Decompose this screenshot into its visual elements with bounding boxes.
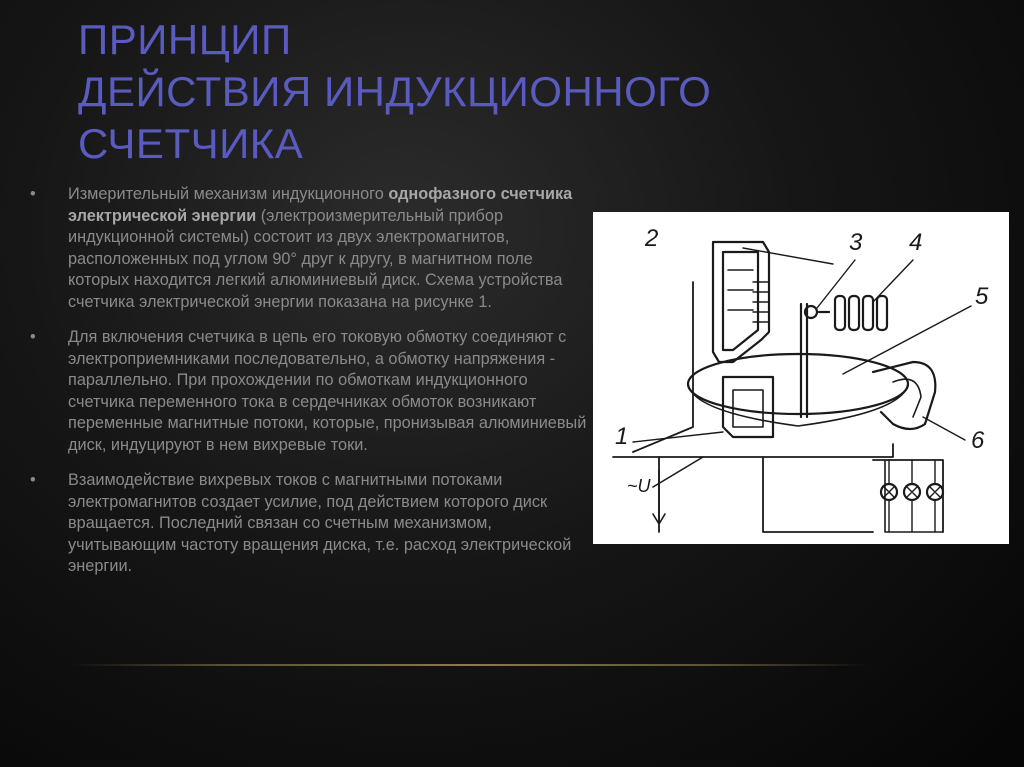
bullet-text: Взаимодействие вихревых токов с магнитными потоками электромагнитов создает усилие, под действием которого диск вращается. Последний связан со счетным механизмом, учитывающим частоту вращения диска, т.е. расход электрической энергии. bbox=[68, 471, 572, 575]
leader-line-4 bbox=[873, 260, 913, 302]
title-line-2: ДЕЙСТВИЯ ИНДУКЦИОННОГО bbox=[78, 68, 712, 115]
divider-line bbox=[70, 664, 870, 666]
meter-diagram bbox=[593, 212, 1009, 544]
counter-wheel bbox=[849, 296, 859, 330]
title-line-1: ПРИНЦИП bbox=[78, 16, 292, 63]
figure-label-voltage: ~U bbox=[627, 476, 651, 496]
bullet-text: Для включения счетчика в цепь его токовую обмотку соединяют с электроприемниками последовательно, а обмотку напряжения - параллельно. При прохождении по обмоткам индукционного счетчика переменного тока в сердечниках обмоток возникают переменные магнитные потоки, которые, пронизывая алюминиевый диск, индуцируют в нем вихревые токи. bbox=[68, 328, 587, 454]
bullet-item bbox=[28, 184, 594, 313]
leader-line-2 bbox=[743, 248, 833, 264]
bullet-dot: • bbox=[30, 471, 36, 489]
figure-label-2: 2 bbox=[645, 225, 659, 252]
counter-wheel bbox=[835, 296, 845, 330]
counter-wheel bbox=[877, 296, 887, 330]
bullet-text-end: (электроизмерительный прибор индукционной системы) состоит из двух электромагнитов, расположенных под углом 90° друг к другу, в магнитном поле которых находится легкий алюминиевый диск. Схема устройства счетчика электрической энергии показана на рисунке 1. bbox=[68, 206, 563, 311]
wire bbox=[613, 444, 893, 457]
counter-wheel bbox=[863, 296, 873, 330]
figure-label-5: 5 bbox=[975, 283, 989, 310]
title-line-3: СЧЕТЧИКА bbox=[78, 120, 304, 167]
meter-schematic bbox=[593, 212, 1009, 544]
figure-label-6: 6 bbox=[971, 427, 985, 454]
bullet-item bbox=[28, 470, 594, 578]
figure-label-1: 1 bbox=[615, 423, 629, 450]
bullet-text-bold: однофазного счетчика электрической энергии bbox=[68, 185, 573, 225]
slide-title bbox=[78, 14, 838, 170]
wire bbox=[633, 282, 693, 452]
wire bbox=[763, 457, 873, 532]
bullet-item bbox=[28, 327, 594, 456]
bullet-dot: • bbox=[30, 328, 36, 346]
aluminum-disk bbox=[688, 354, 908, 414]
figure-label-4: 4 bbox=[909, 229, 923, 256]
leader-line-6 bbox=[923, 417, 965, 440]
bullet-dot: • bbox=[30, 185, 36, 203]
figure-label-3: 3 bbox=[849, 229, 863, 256]
bullet-list bbox=[28, 184, 594, 592]
bullet-text-start: Измерительный механизм индукционного bbox=[68, 185, 389, 203]
